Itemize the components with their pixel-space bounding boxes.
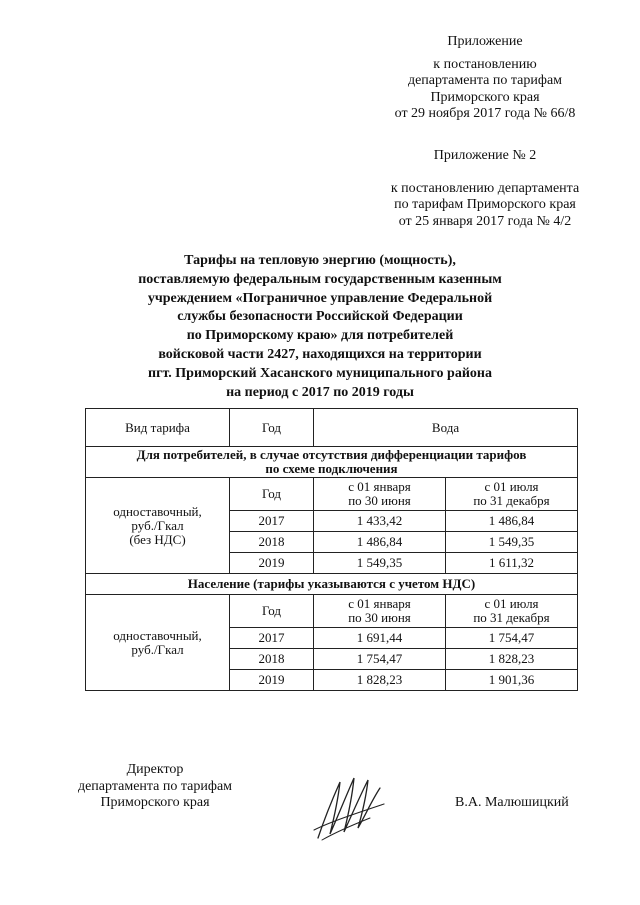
appendix-ref-line: департамента по тарифам <box>407 73 563 88</box>
row-year: 2019 <box>230 670 314 691</box>
row-value-h2: 1 549,35 <box>446 532 578 553</box>
appendix2-ref-line: к постановлению департамента <box>390 180 580 196</box>
row-year: 2017 <box>230 628 314 649</box>
table-header-row <box>86 409 578 447</box>
title-line: поставляемую федеральным государственным казенным <box>138 271 502 287</box>
row-value-h2: 1 828,23 <box>446 649 578 670</box>
document-title <box>40 252 600 402</box>
row-value-h2: 1 754,47 <box>446 628 578 649</box>
title-line: учреждением «Пограничное управление Федеральной <box>147 290 493 306</box>
header-year: Год <box>230 409 314 447</box>
appendix2-title: Приложение № 2 <box>433 148 537 163</box>
appendix2-ref-date: от 25 января 2017 года № 4/2 <box>398 213 572 229</box>
appendix-title: Приложение <box>447 34 523 49</box>
appendix-ref-line: Приморского края <box>430 89 540 105</box>
header-tariff-type: Вид тарифа <box>86 409 230 447</box>
signatory-department: Приморского края <box>100 795 210 810</box>
section2-year-header: Год <box>230 595 314 628</box>
appendix-header <box>380 34 590 123</box>
signatory-position <box>55 762 255 812</box>
section1-heading-row <box>86 447 578 478</box>
appendix-ref-line: к постановлению <box>433 56 537 72</box>
section1-period2-header: с 01 июля по 31 декабря <box>446 478 578 511</box>
section2-heading: Население (тарифы указываются с учетом НДС) <box>86 574 578 595</box>
section1-subheader-row <box>86 478 578 511</box>
tariff-table <box>85 408 578 691</box>
row-value-h1: 1 691,44 <box>314 628 446 649</box>
row-value-h2: 1 486,84 <box>446 511 578 532</box>
row-year: 2017 <box>230 511 314 532</box>
section2-period2-header: с 01 июля по 31 декабря <box>446 595 578 628</box>
signatory-name: В.А. Малюшицкий <box>455 795 569 810</box>
signatory-department: департамента по тарифам <box>77 778 233 794</box>
section1-year-header: Год <box>230 478 314 511</box>
row-year: 2018 <box>230 649 314 670</box>
appendix2-header <box>372 148 598 230</box>
title-line: на период с 2017 по 2019 годы <box>226 384 414 400</box>
header-water: Вода <box>314 409 578 447</box>
row-value-h1: 1 486,84 <box>314 532 446 553</box>
appendix2-ref-line: по тарифам Приморского края <box>394 197 576 212</box>
section1-heading: Для потребителей, в случае отсутствия дифференциации тарифов по схеме подключения <box>86 447 578 478</box>
title-line: войсковой части 2427, находящихся на территории <box>158 346 482 362</box>
section2-tariff-type: одноставочный, руб./Гкал <box>86 595 230 691</box>
handwritten-signature <box>310 770 390 850</box>
section1-tariff-type: одноставочный, руб./Гкал (без НДС) <box>86 478 230 574</box>
row-value-h2: 1 611,32 <box>446 553 578 574</box>
row-value-h1: 1 549,35 <box>314 553 446 574</box>
appendix-ref-date: от 29 ноября 2017 года № 66/8 <box>394 106 576 121</box>
section2-subheader-row <box>86 595 578 628</box>
section1-period1-header: с 01 января по 30 июня <box>314 478 446 511</box>
title-line: Тарифы на тепловую энергию (мощность), <box>184 253 456 268</box>
title-line: службы безопасности Российской Федерации <box>177 309 463 325</box>
title-line: по Приморскому краю» для потребителей <box>186 328 454 344</box>
row-year: 2018 <box>230 532 314 553</box>
signatory-title: Директор <box>126 762 184 777</box>
section2-period1-header: с 01 января по 30 июня <box>314 595 446 628</box>
row-value-h1: 1 754,47 <box>314 649 446 670</box>
row-value-h1: 1 828,23 <box>314 670 446 691</box>
row-value-h2: 1 901,36 <box>446 670 578 691</box>
signature-graphic <box>310 770 390 845</box>
title-line: пгт. Приморский Хасанского муниципального района <box>148 365 492 381</box>
row-year: 2019 <box>230 553 314 574</box>
row-value-h1: 1 433,42 <box>314 511 446 532</box>
section2-heading-row <box>86 574 578 595</box>
